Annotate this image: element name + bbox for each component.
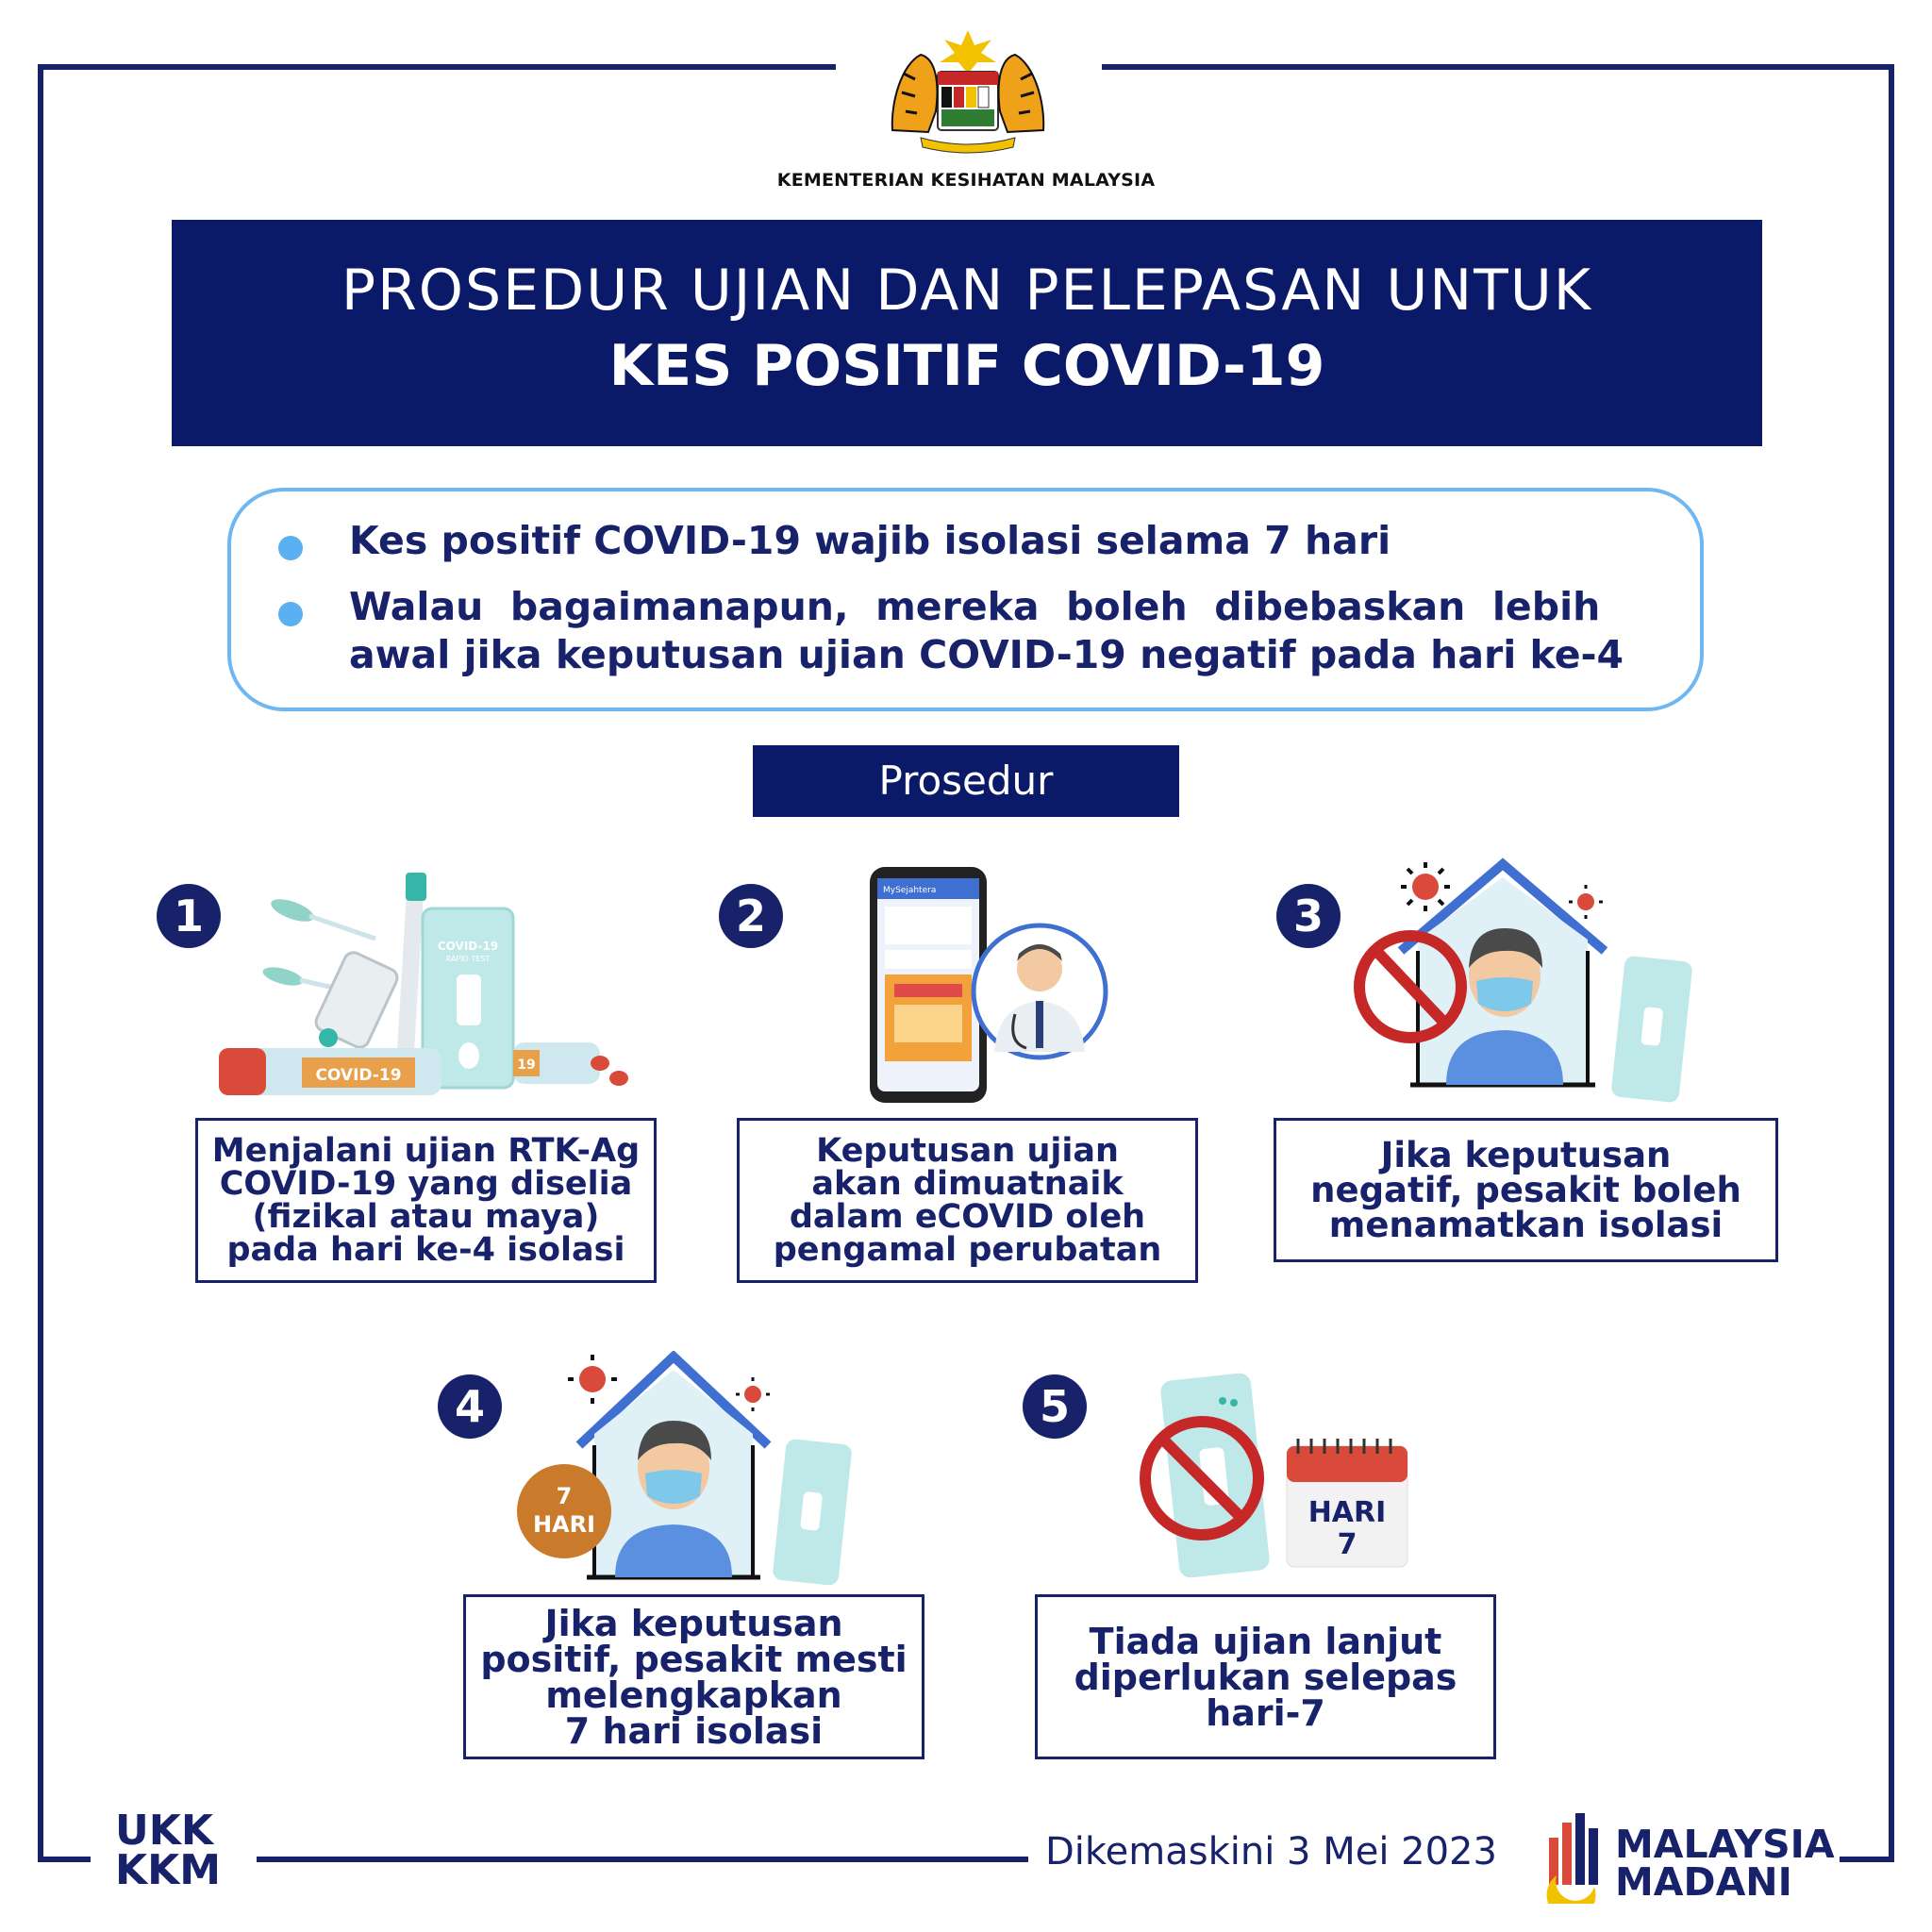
frame-top-left xyxy=(38,64,836,70)
malaysia-madani-logo xyxy=(1615,1822,1835,1906)
step-1-box xyxy=(195,1118,657,1283)
info-bullet-2-line2: awal jika keputusan ujian COVID-19 negatif pada hari ke-4 xyxy=(349,632,1624,677)
frame-bottom-right xyxy=(1840,1857,1894,1862)
frame-top-right xyxy=(1102,64,1894,70)
ukk-logo-line1: UKK xyxy=(115,1807,213,1855)
coat-of-arms-emblem xyxy=(883,26,1053,158)
bullet-dot-2 xyxy=(278,602,303,626)
procedure-label: Prosedur xyxy=(753,745,1179,817)
ukk-logo-line2: KKM xyxy=(115,1845,221,1894)
step-4-number: 4 xyxy=(438,1374,502,1439)
phone-doctor-illustration xyxy=(866,863,1111,1108)
step-5-number: 5 xyxy=(1023,1374,1087,1439)
calendar-number: 7 xyxy=(1337,1528,1357,1561)
cassette-label: COVID-19 xyxy=(437,940,499,953)
calendar-word: HARI xyxy=(1307,1496,1387,1529)
step-3-text: Jika keputusan negatif, pesakit boleh menamatkan isolasi xyxy=(1310,1135,1741,1245)
info-bullet-2-line1: Walau bagaimanapun, mereka boleh dibebaskan lebih xyxy=(349,584,1601,629)
step-2-number: 2 xyxy=(719,884,783,948)
seven-days-badge-word: HARI xyxy=(532,1511,596,1538)
updated-date: Dikemaskini 3 Mei 2023 xyxy=(1045,1830,1497,1874)
rapid-test-kit-illustration xyxy=(217,863,651,1099)
step-1-text: Menjalani ujian RTK-Ag COVID-19 yang diselia (fizikal atau maya) pada hari ke-4 isolasi xyxy=(211,1131,641,1269)
step-1-number: 1 xyxy=(157,884,221,948)
step-5-text: Tiada ujian lanjut diperlukan selepas hari-7 xyxy=(1074,1620,1457,1734)
info-box xyxy=(227,488,1704,711)
seven-days-badge-number: 7 xyxy=(556,1483,573,1509)
page-title-line1: PROSEDUR UJIAN DAN PELEPASAN UNTUK xyxy=(341,258,1593,324)
step-5-box xyxy=(1035,1594,1496,1759)
cassette-sub-label: RAPID TEST xyxy=(445,955,491,963)
frame-right xyxy=(1889,64,1894,1862)
title-banner xyxy=(172,220,1762,446)
madani-line1: MALAYSIA xyxy=(1615,1822,1835,1867)
frame-left xyxy=(38,64,43,1862)
frame-bottom-middle xyxy=(257,1857,1028,1862)
no-further-test-illustration xyxy=(1132,1373,1415,1590)
step-4-text: Jika keputusan positif, pesakit mesti melengkapkan 7 hari isolasi xyxy=(480,1602,908,1752)
bullet-dot-1 xyxy=(278,536,303,560)
step-4-box xyxy=(463,1594,924,1759)
malaysia-madani-emblem xyxy=(1543,1809,1611,1904)
app-name-label: MySejahtera xyxy=(883,886,937,895)
tube-partial-label: 19 xyxy=(517,1058,536,1073)
frame-bottom-left xyxy=(38,1857,91,1862)
ministry-name: KEMENTERIAN KESIHATAN MALAYSIA xyxy=(776,170,1156,191)
tube-label: COVID-19 xyxy=(315,1066,402,1085)
madani-line2: MADANI xyxy=(1615,1859,1792,1906)
step-3-box xyxy=(1274,1118,1778,1262)
step-3-number: 3 xyxy=(1276,884,1341,948)
ukk-kkm-logo xyxy=(115,1807,232,1894)
step-2-text: Keputusan ujian akan dimuatnaik dalam eCOVID oleh pengamal perubatan xyxy=(773,1131,1162,1269)
step-2-box xyxy=(737,1118,1198,1283)
info-bullet-1: Kes positif COVID-19 wajib isolasi selama 7 hari xyxy=(349,518,1391,563)
house-seven-days-illustration xyxy=(517,1351,857,1596)
house-isolation-illustration xyxy=(1344,857,1703,1107)
page-title-line2: KES POSITIF COVID-19 xyxy=(608,333,1325,399)
